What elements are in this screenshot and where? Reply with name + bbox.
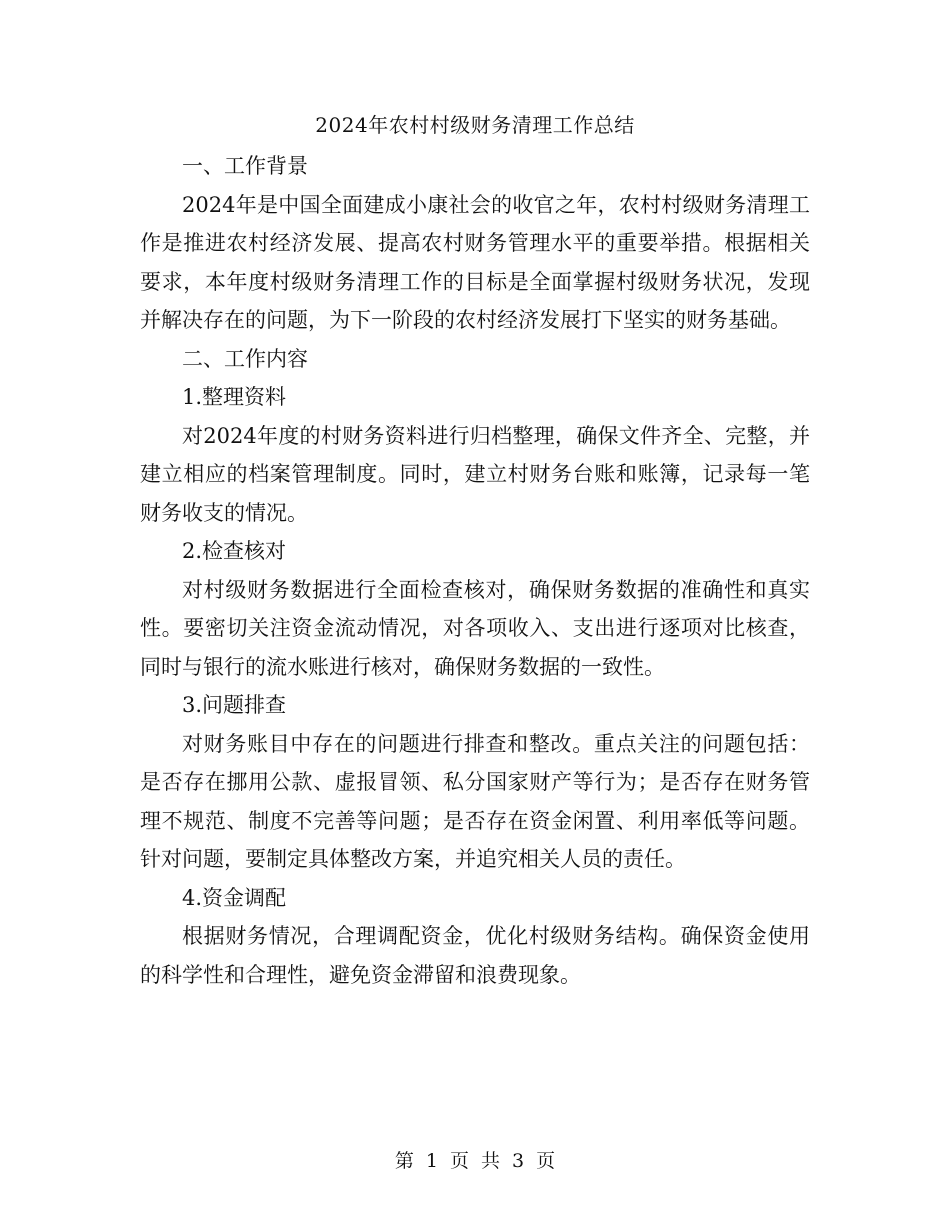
paragraph-check-verify: 对村级财务数据进行全面检查核对，确保财务数据的准确性和真实性。要密切关注资金流动情况，对各项收入、支出进行逐项对比核查，同时与银行的流水账进行核对，确保财务数据的一致性。 bbox=[140, 577, 810, 679]
subheading-fund-allocation: 4.资金调配 bbox=[182, 885, 287, 910]
subheading-check-verify: 2.检查核对 bbox=[182, 539, 287, 563]
subheading-organize-materials: 1.整理资料 bbox=[182, 385, 287, 409]
page-number: 第 1 页 共 3 页 bbox=[394, 1150, 556, 1172]
paragraph-fund-allocation: 根据财务情况，合理调配资金，优化村级财务结构。确保资金使用的科学性和合理性，避免资金滞留和浪费现象。 bbox=[140, 924, 810, 987]
section-heading-background: 一、工作背景 bbox=[182, 154, 308, 178]
section-heading-content: 二、工作内容 bbox=[182, 346, 308, 371]
paragraph-background: 2024年是中国全面建成小康社会的收官之年，农村村级财务清理工作是推进农村经济发展、提高农村财务管理水平的重要举措。根据相关要求，本年度村级财务清理工作的目标是全面掌握村级财务状况，发现并解决存在的问题，为下一阶段的农村经济发展打下坚实的财务基础。 bbox=[140, 192, 810, 332]
paragraph-organize-materials: 对2024年度的村财务资料进行归档整理，确保文件齐全、完整，并建立相应的档案管理制度。同时，建立村财务台账和账簿，记录每一笔财务收支的情况。 bbox=[140, 423, 810, 525]
document-title: 2024年农村村级财务清理工作总结 bbox=[315, 113, 635, 137]
document-body bbox=[140, 147, 810, 994]
subheading-problem-investigation: 3.问题排查 bbox=[182, 693, 287, 717]
paragraph-problem-investigation: 对财务账目中存在的问题进行排查和整改。重点关注的问题包括：是否存在挪用公款、虚报冒领、私分国家财产等行为；是否存在财务管理不规范、制度不完善等问题；是否存在资金闲置、利用率低等问题。针对问题，要制定具体整改方案，并追究相关人员的责任。 bbox=[140, 731, 810, 871]
